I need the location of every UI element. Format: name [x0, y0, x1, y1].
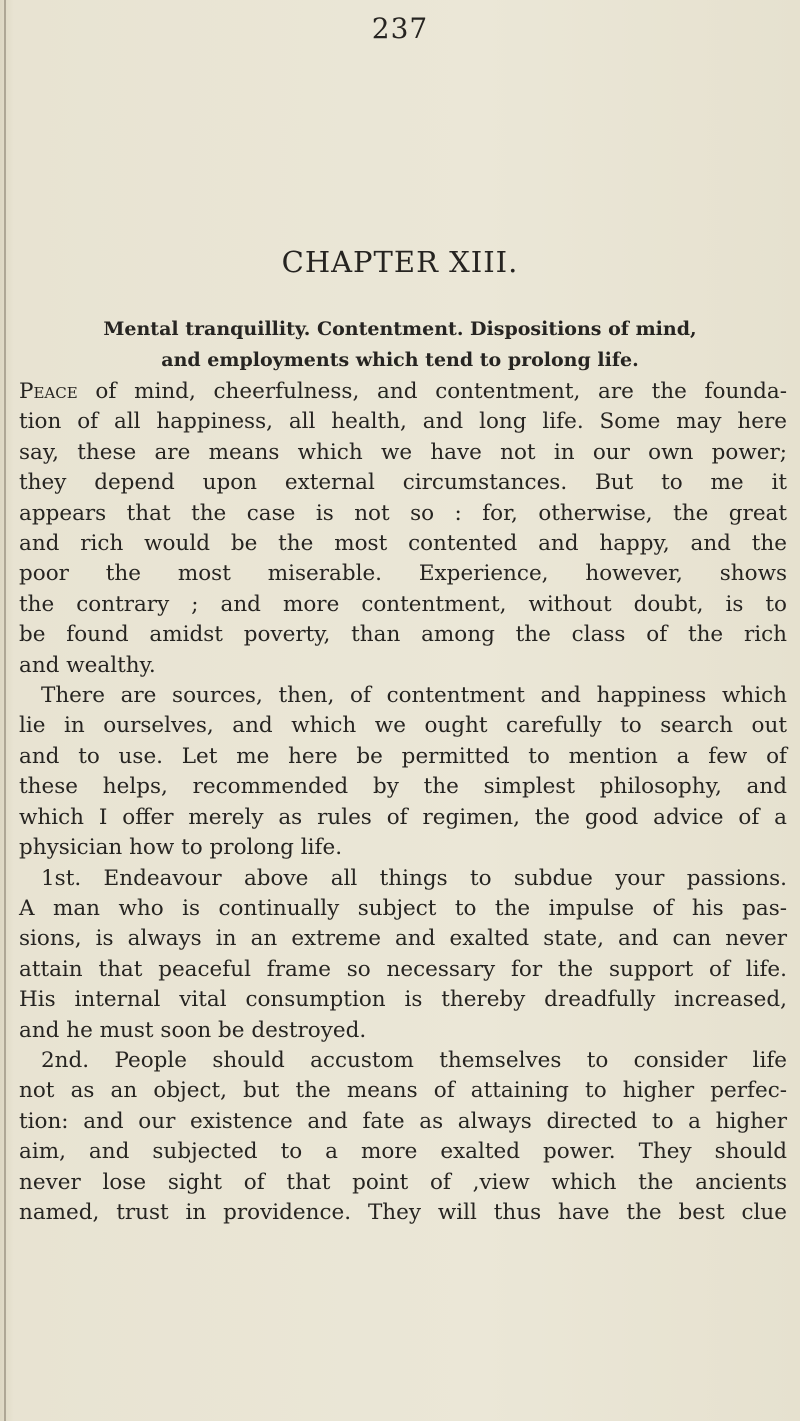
summary-line: Mental tranquillity. Contentment. Dispositions of mind,: [103, 318, 697, 340]
text-line: His internal vital consumption is thereby dreadfully increased,: [19, 987, 787, 1013]
summary-line: and employments which tend to prolong life.: [161, 349, 639, 371]
drop-word: Peace: [19, 379, 78, 404]
text-line: tion of all happiness, all health, and long life. Some may here: [19, 409, 787, 435]
text-line: the contrary ; and more contentment, without doubt, is to: [19, 591, 787, 617]
chapter-summary: [40, 314, 760, 376]
text-line: tion: and our existence and fate as always directed to a higher: [19, 1108, 787, 1134]
text-line: never lose sight of that point of ,view which the ancients: [19, 1169, 787, 1195]
text-line: poor the most miserable. Experience, however, shows: [19, 561, 787, 587]
chapter-title: CHAPTER XIII.: [281, 245, 519, 279]
text-line: aim, and subjected to a more exalted power. They should: [19, 1139, 787, 1165]
page-number: 237: [371, 12, 429, 45]
text-line: say, these are means which we have not in our own power;: [19, 439, 787, 465]
text-line: not as an object, but the means of attaining to higher perfec-: [19, 1078, 787, 1104]
text-line: There are sources, then, of contentment and happiness which: [41, 683, 787, 709]
text-line: physician how to prolong life.: [19, 835, 343, 861]
text-line: they depend upon external circumstances. But to me it: [19, 470, 787, 496]
text-line: and he must soon be destroyed.: [19, 1017, 367, 1043]
text-line: be found amidst poverty, than among the class of the rich: [19, 622, 787, 648]
text-line: attain that peaceful frame so necessary for the support of life.: [19, 956, 787, 982]
text-line: lie in ourselves, and which we ought carefully to search out: [19, 713, 787, 739]
text-line: and wealthy.: [19, 652, 156, 678]
text-line: sions, is always in an extreme and exalted state, and can never: [19, 926, 787, 952]
page-gutter-shadow: [4, 0, 6, 1421]
text-line: appears that the case is not so : for, otherwise, the great: [19, 500, 787, 526]
text-line: 2nd. People should accustom themselves to consider life: [41, 1047, 787, 1073]
text-line: 1st. Endeavour above all things to subdue your passions.: [41, 865, 787, 891]
text-line: which I offer merely as rules of regimen, the good advice of a: [19, 804, 787, 830]
text-line: these helps, recommended by the simplest philosophy, and: [19, 774, 787, 800]
text-line: named, trust in providence. They will thus have the best clue: [19, 1199, 787, 1225]
text-line: and rich would be the most contented and happy, and the: [19, 531, 787, 557]
text-line: and to use. Let me here be permitted to mention a few of: [19, 743, 787, 769]
text-line: Peace of mind, cheerfulness, and contentment, are the founda-: [19, 379, 787, 404]
body-text: [19, 377, 787, 1228]
text-line: A man who is continually subject to the impulse of his pas-: [19, 895, 787, 921]
